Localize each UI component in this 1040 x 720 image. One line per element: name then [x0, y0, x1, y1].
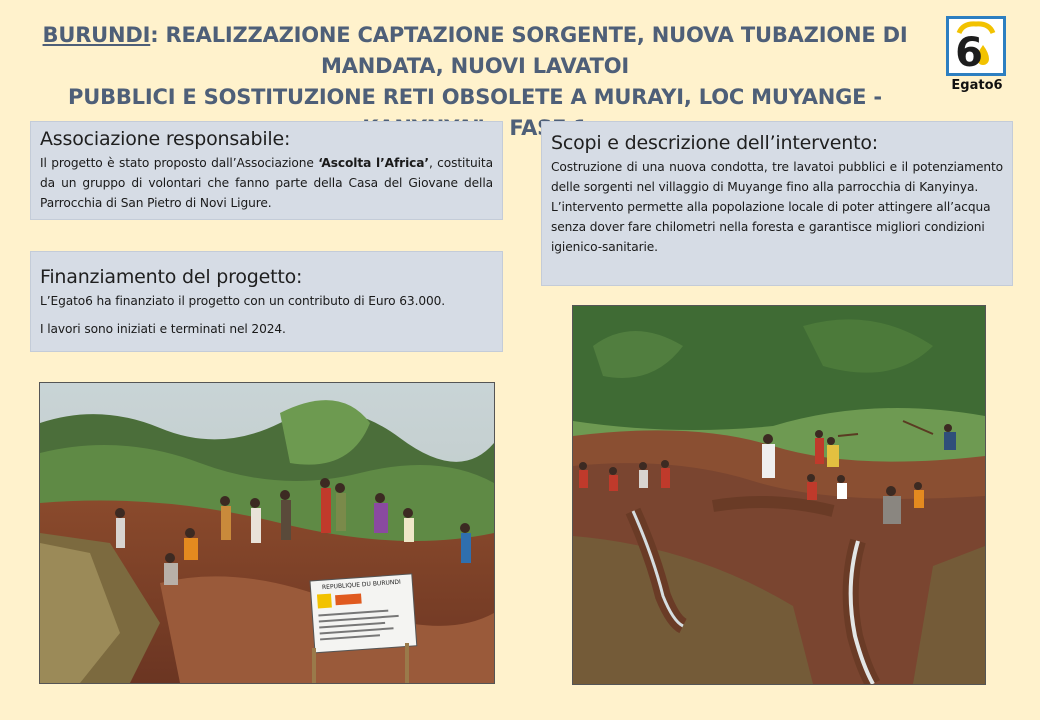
title-country: BURUNDI [42, 23, 151, 47]
associazione-text-end: , costituita da un gruppo di volontari che fanno parte della Casa del Giovane della Parrocchia di San Pietro di Novi Ligure. [40, 156, 493, 210]
photo-source-excavation [39, 382, 495, 684]
logo-glyph: 6 [955, 30, 983, 73]
associazione-heading: Associazione responsabile: [40, 128, 291, 150]
finanziamento-box [30, 251, 503, 352]
finanziamento-amount: L’Egato6 ha finanziato il progetto con un contributo di Euro 63.000. [40, 294, 446, 308]
title-line-2: PUBBLICI E SOSTITUZIONE RETI OBSOLETE A MURAYI, LOC MUYANGE - FASE [68, 85, 882, 140]
associazione-box [30, 121, 503, 220]
finanziamento-heading: Finanziamento del progetto: [40, 266, 303, 288]
associazione-text-start: Il progetto è stato proposto dall’Associazione [40, 156, 319, 170]
finanziamento-dates: I lavori sono iniziati e terminati nel 2024. [40, 322, 286, 336]
scopi-paragraph-1: Costruzione di una nuova condotta, tre lavatoi pubblici e il potenziamento delle sorgenti nel villaggio di Muyange fino alla parrocchia di Kanyinya. [551, 160, 1003, 194]
title-line-1-rest: : REALIZZAZIONE CAPTAZIONE SORGENTE, NUOVA TUBAZIONE DI MANDATA, NUOVI LAVATOI [150, 23, 908, 78]
scopi-box [541, 121, 1013, 286]
scopi-heading: Scopi e descrizione dell’intervento: [551, 132, 878, 154]
logo-caption: Egato6 [951, 78, 1003, 93]
sign-header: REPUBLIQUE DU BURUNDI [321, 578, 401, 592]
title-line-1 [10, 20, 940, 82]
associazione-name: ‘Ascolta l’Africa’ [318, 156, 429, 170]
associazione-text [40, 153, 493, 213]
scopi-paragraph-2: L’intervento permette alla popolazione locale di poter attingere all’acqua senza dover fare chilometri nella foresta e garantisce migliori condizioni igienico-sanitarie. [551, 200, 991, 254]
photo-pipeline-trench [572, 305, 986, 685]
logo-mark-icon [949, 19, 1003, 73]
logo-frame [946, 16, 1006, 76]
egato6-logo [944, 16, 1010, 96]
